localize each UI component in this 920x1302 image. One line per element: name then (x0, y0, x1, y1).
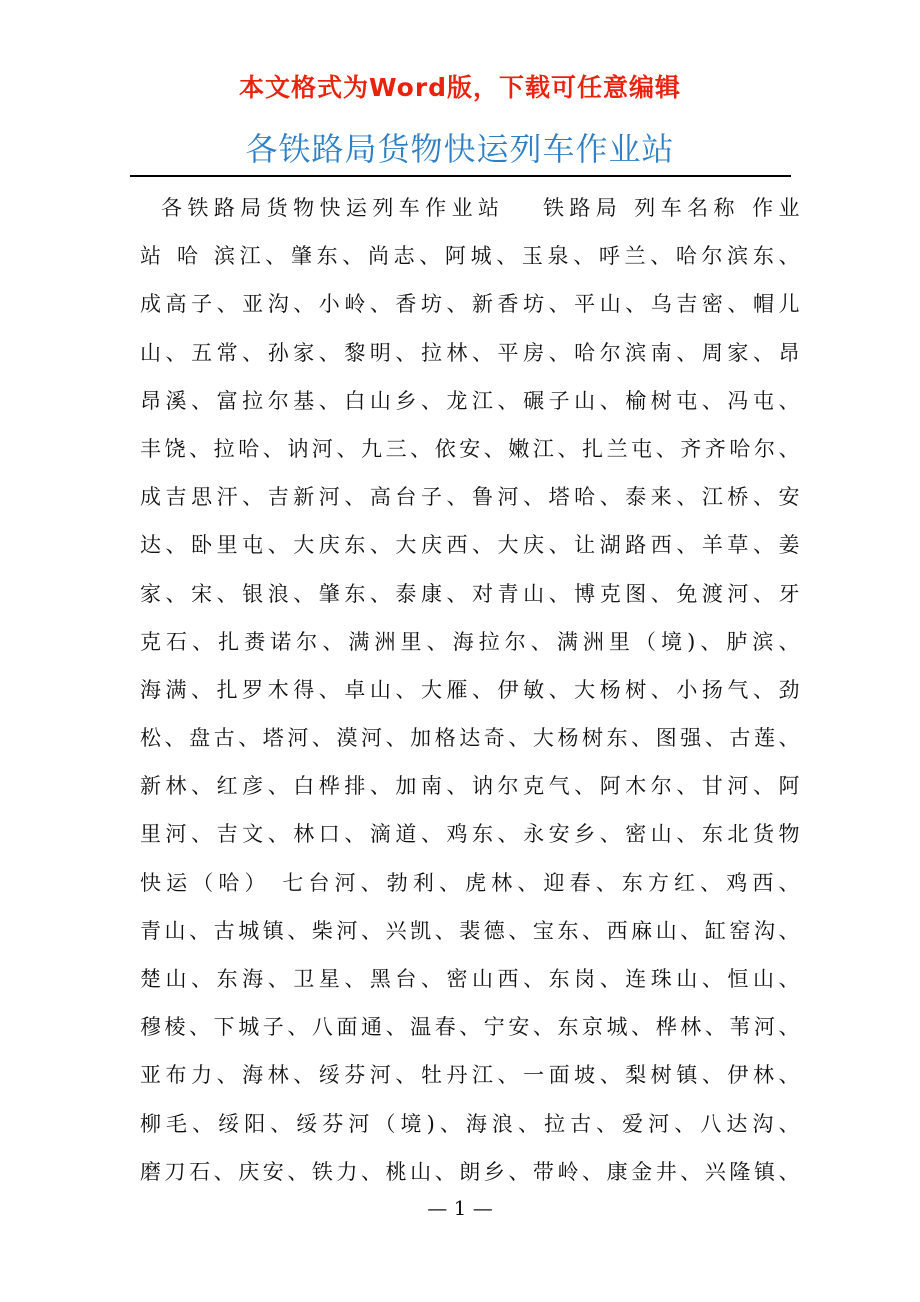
text-line: 家、宋、银浪、肇东、泰康、对青山、博克图、免渡河、牙 (140, 581, 800, 606)
page-number: — 1 — (427, 1196, 493, 1220)
text-line: 新林、红彦、白桦排、加南、讷尔克气、阿木尔、甘河、阿 (140, 774, 800, 799)
text-line: 成高子、亚沟、小岭、香坊、新香坊、平山、乌吉密、帽儿 (140, 292, 800, 317)
text-line: 成吉思汗、吉新河、高台子、鲁河、塔哈、泰来、江桥、安 (140, 485, 800, 510)
text-line: 达、卧里屯、大庆东、大庆西、大庆、让湖路西、羊草、姜 (140, 533, 800, 558)
text-line: 磨刀石、庆安、铁力、桃山、朗乡、带岭、康金井、兴隆镇、 (140, 1159, 800, 1184)
text-line: 快运（哈） 七台河、勃利、虎林、迎春、东方红、鸡西、 (140, 870, 800, 895)
text-line: 松、盘古、塔河、漠河、加格达奇、大杨树东、图强、古莲、 (140, 726, 800, 751)
text-line: 里河、吉文、林口、滴道、鸡东、永安乡、密山、东北货物 (140, 822, 800, 847)
text-line: 克石、扎赉诺尔、满洲里、海拉尔、满洲里（境)、胪滨、 (140, 629, 800, 654)
text-line: 亚布力、海林、绥芬河、牡丹江、一面坡、梨树镇、伊林、 (140, 1063, 800, 1088)
text-line: 山、五常、孙家、黎明、拉林、平房、哈尔滨南、周家、昂 (140, 340, 800, 365)
text-line: 站 哈 滨江、肇东、尚志、阿城、玉泉、呼兰、哈尔滨东、 (140, 244, 800, 269)
text-line: 穆棱、下城子、八面通、温春、宁安、东京城、桦林、苇河、 (140, 1015, 800, 1040)
format-notice: 本文格式为Word版，下载可任意编辑 (238, 73, 682, 102)
body-paragraph (140, 184, 800, 1196)
text-line: 各铁路局货物快运列车作业站 铁路局 列车名称 作业 (161, 196, 800, 220)
text-line: 青山、古城镇、柴河、兴凯、裴德、宝东、西麻山、缸窑沟、 (140, 918, 800, 943)
text-line: 丰饶、拉哈、讷河、九三、依安、嫩江、扎兰屯、齐齐哈尔、 (140, 436, 800, 461)
text-line: 楚山、东海、卫星、黑台、密山西、东岗、连珠山、恒山、 (140, 967, 800, 991)
title-divider (130, 175, 791, 177)
text-line: 柳毛、绥阳、绥芬河（境)、海浪、拉古、爱河、八达沟、 (140, 1111, 800, 1136)
text-line: 海满、扎罗木得、卓山、大雁、伊敏、大杨树、小扬气、劲 (140, 677, 800, 702)
text-line: 昂溪、富拉尔基、白山乡、龙江、碾子山、榆树屯、冯屯、 (140, 388, 800, 413)
document-title: 各铁路局货物快运列车作业站 (245, 130, 675, 168)
